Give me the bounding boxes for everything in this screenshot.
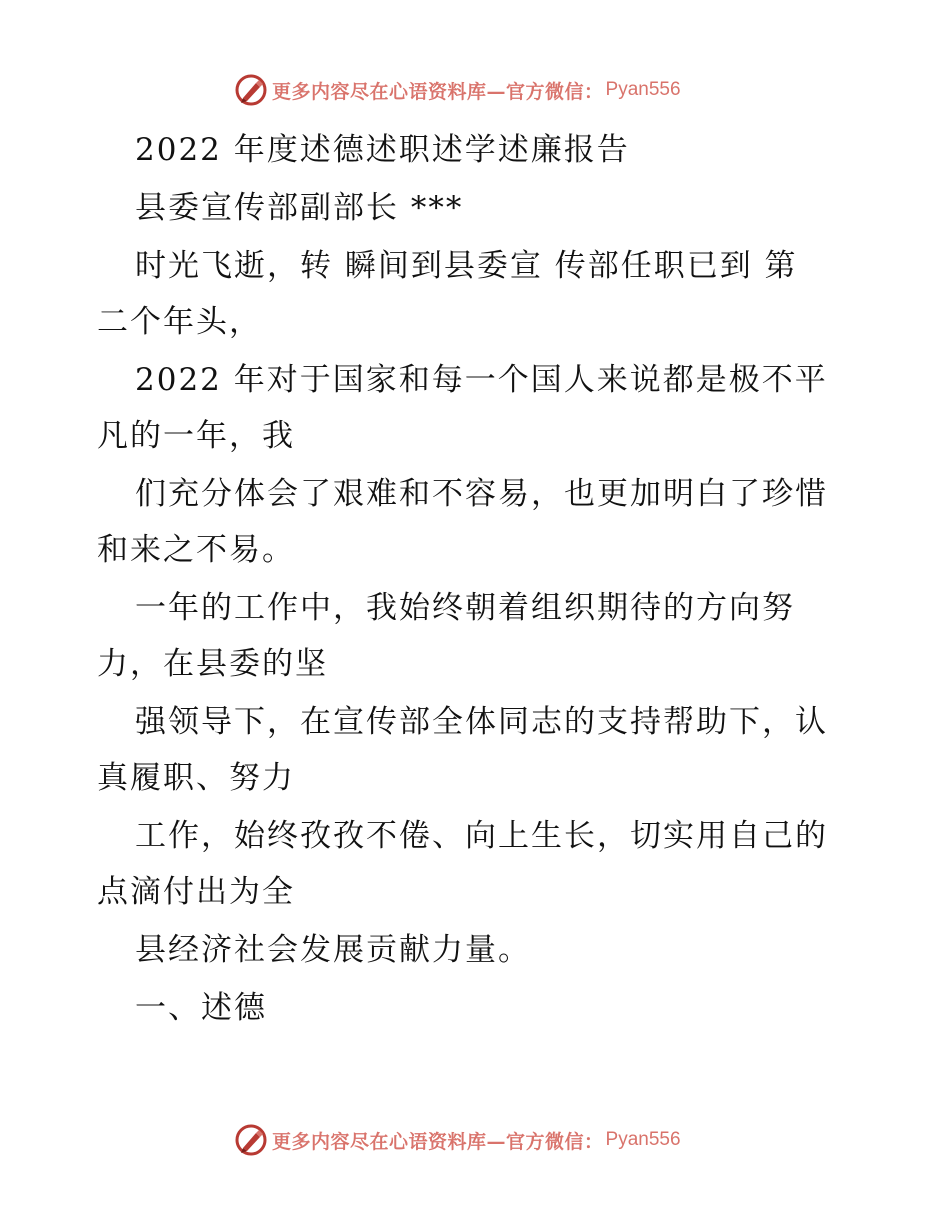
paragraph-line: 一年的工作中，我始终朝着组织期待的方向努 [135, 590, 795, 626]
paragraph-line: 们充分体会了艰难和不容易，也更加明白了珍惜 [135, 476, 828, 512]
watermark-wechat-id: Pyan556 [605, 1129, 681, 1150]
pen-logo-icon [234, 1123, 268, 1157]
watermark-text: 更多内容尽在心语资料库—官方微信： [272, 80, 604, 103]
paragraph-line: 时光飞逝，转 瞬间到县委宣 传部任职已到 第 [135, 248, 798, 284]
watermark-wechat-id: Pyan556 [605, 79, 681, 100]
paragraph-line: 县经济社会发展贡献力量。 [135, 932, 531, 968]
section-heading: 一、述德 [135, 990, 267, 1026]
author-line: 县委宣传部副部长 *** [135, 190, 464, 226]
paragraph-line: 凡的一年，我 [97, 418, 295, 454]
paragraph-line: 强领导下，在宣传部全体同志的支持帮助下，认 [135, 704, 828, 740]
paragraph-line: 真履职、努力 [97, 760, 295, 796]
paragraph-line: 2022 年对于国家和每一个国人来说都是极不平 [135, 362, 828, 398]
paragraph-line: 点滴付出为全 [97, 874, 295, 910]
paragraph-line: 工作，始终孜孜不倦、向上生长，切实用自己的 [135, 818, 828, 854]
paragraph-line: 和来之不易。 [97, 532, 295, 568]
document-title: 2022 年度述德述职述学述廉报告 [135, 132, 630, 168]
paragraph-line: 力，在县委的坚 [97, 646, 328, 682]
paragraph-line: 二个年头， [97, 304, 262, 340]
pen-logo-icon [234, 73, 268, 107]
watermark-header [234, 72, 681, 108]
document-body [97, 122, 857, 1036]
watermark-text: 更多内容尽在心语资料库—官方微信： [272, 1130, 604, 1153]
watermark-footer [234, 1122, 681, 1158]
